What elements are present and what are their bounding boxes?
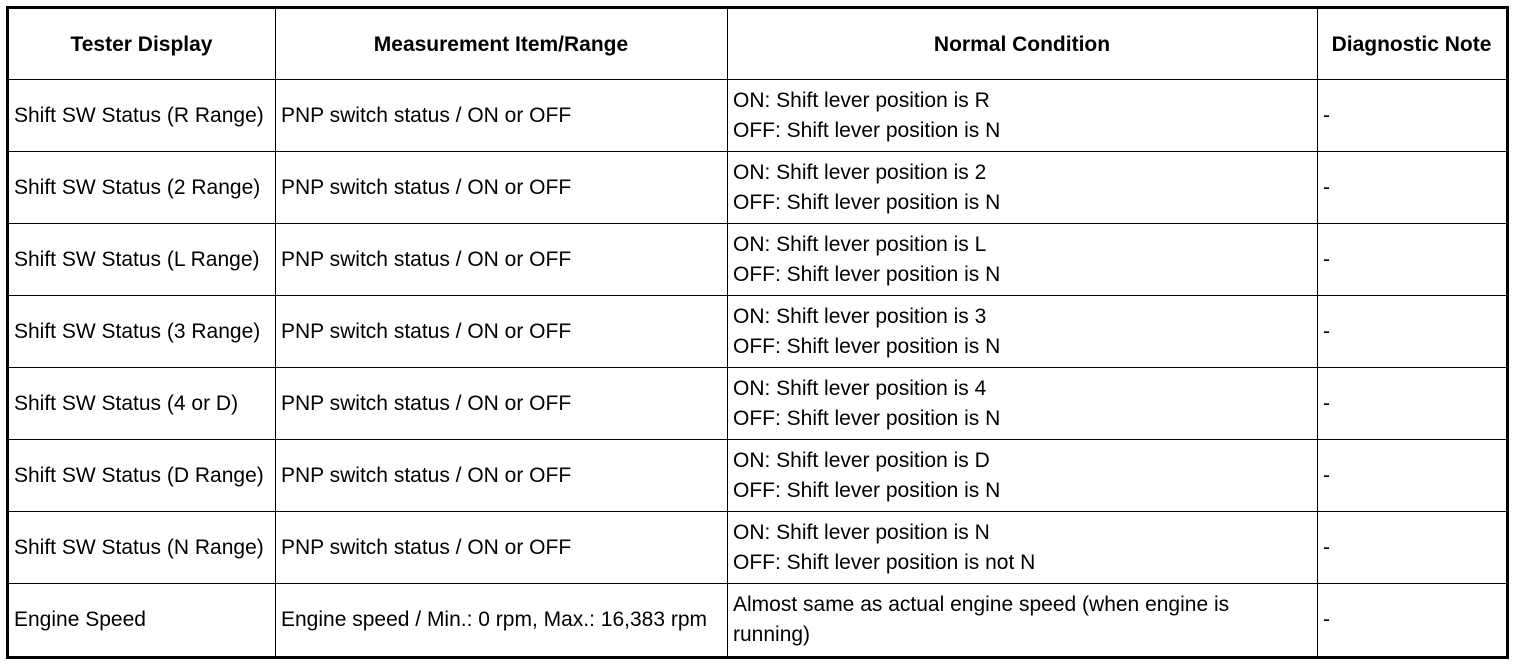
tester-display-cell: Shift SW Status (D Range) [8, 440, 276, 512]
measurement-cell: PNP switch status / ON or OFF [276, 80, 728, 152]
diagnostic-note-cell: - [1318, 80, 1508, 152]
normal-condition-cell [728, 512, 1318, 584]
tester-display-cell: Shift SW Status (4 or D) [8, 368, 276, 440]
condition-on-text: ON: Shift lever position is 3 [733, 304, 987, 328]
diagnostic-note-cell: - [1318, 368, 1508, 440]
tester-display-cell: Engine Speed [8, 584, 276, 658]
diagnostic-note-cell: - [1318, 584, 1508, 658]
measurement-cell: PNP switch status / ON or OFF [276, 152, 728, 224]
table-row [8, 224, 1508, 296]
normal-condition-cell [728, 296, 1318, 368]
condition-off-text: OFF: Shift lever position is N [733, 190, 1001, 214]
header-normal-condition: Normal Condition [728, 8, 1318, 80]
table-row [8, 440, 1508, 512]
measurement-cell: PNP switch status / ON or OFF [276, 440, 728, 512]
header-row [8, 8, 1508, 80]
condition-on-text: ON: Shift lever position is R [733, 88, 990, 112]
measurement-cell: PNP switch status / ON or OFF [276, 224, 728, 296]
normal-condition-cell [728, 368, 1318, 440]
header-diagnostic-note: Diagnostic Note [1318, 8, 1508, 80]
condition-off-text: OFF: Shift lever position is N [733, 118, 1001, 142]
header-tester-display: Tester Display [8, 8, 276, 80]
tester-display-cell: Shift SW Status (L Range) [8, 224, 276, 296]
measurement-cell: PNP switch status / ON or OFF [276, 296, 728, 368]
condition-off-text: OFF: Shift lever position is N [733, 334, 1001, 358]
measurement-cell: Engine speed / Min.: 0 rpm, Max.: 16,383 rpm [276, 584, 728, 658]
normal-condition-cell [728, 152, 1318, 224]
table-row [8, 512, 1508, 584]
condition-on-text: ON: Shift lever position is L [733, 232, 987, 256]
normal-condition-cell [728, 224, 1318, 296]
normal-condition-cell [728, 584, 1318, 658]
condition-off-text: OFF: Shift lever position is N [733, 478, 1001, 502]
measurement-cell: PNP switch status / ON or OFF [276, 368, 728, 440]
condition-on-text: ON: Shift lever position is 4 [733, 376, 987, 400]
normal-condition-cell [728, 80, 1318, 152]
diagnostic-note-cell: - [1318, 440, 1508, 512]
tester-display-cell: Shift SW Status (R Range) [8, 80, 276, 152]
diagnostic-note-cell: - [1318, 296, 1508, 368]
condition-off-text: OFF: Shift lever position is not N [733, 550, 1036, 574]
normal-condition-cell [728, 440, 1318, 512]
condition-text: Almost same as actual engine speed (when engine is running) [733, 593, 1230, 646]
tester-display-cell: Shift SW Status (2 Range) [8, 152, 276, 224]
condition-off-text: OFF: Shift lever position is N [733, 406, 1001, 430]
measurement-cell: PNP switch status / ON or OFF [276, 512, 728, 584]
data-list-table [6, 6, 1509, 659]
tester-display-cell: Shift SW Status (N Range) [8, 512, 276, 584]
diagnostic-note-cell: - [1318, 152, 1508, 224]
table-row [8, 296, 1508, 368]
condition-on-text: ON: Shift lever position is D [733, 448, 990, 472]
table-row [8, 152, 1508, 224]
table-row [8, 80, 1508, 152]
table-row [8, 584, 1508, 658]
condition-on-text: ON: Shift lever position is N [733, 520, 990, 544]
table-row [8, 368, 1508, 440]
condition-on-text: ON: Shift lever position is 2 [733, 160, 987, 184]
diagnostic-note-cell: - [1318, 512, 1508, 584]
header-measurement: Measurement Item/Range [276, 8, 728, 80]
condition-off-text: OFF: Shift lever position is N [733, 262, 1001, 286]
diagnostic-note-cell: - [1318, 224, 1508, 296]
tester-display-cell: Shift SW Status (3 Range) [8, 296, 276, 368]
